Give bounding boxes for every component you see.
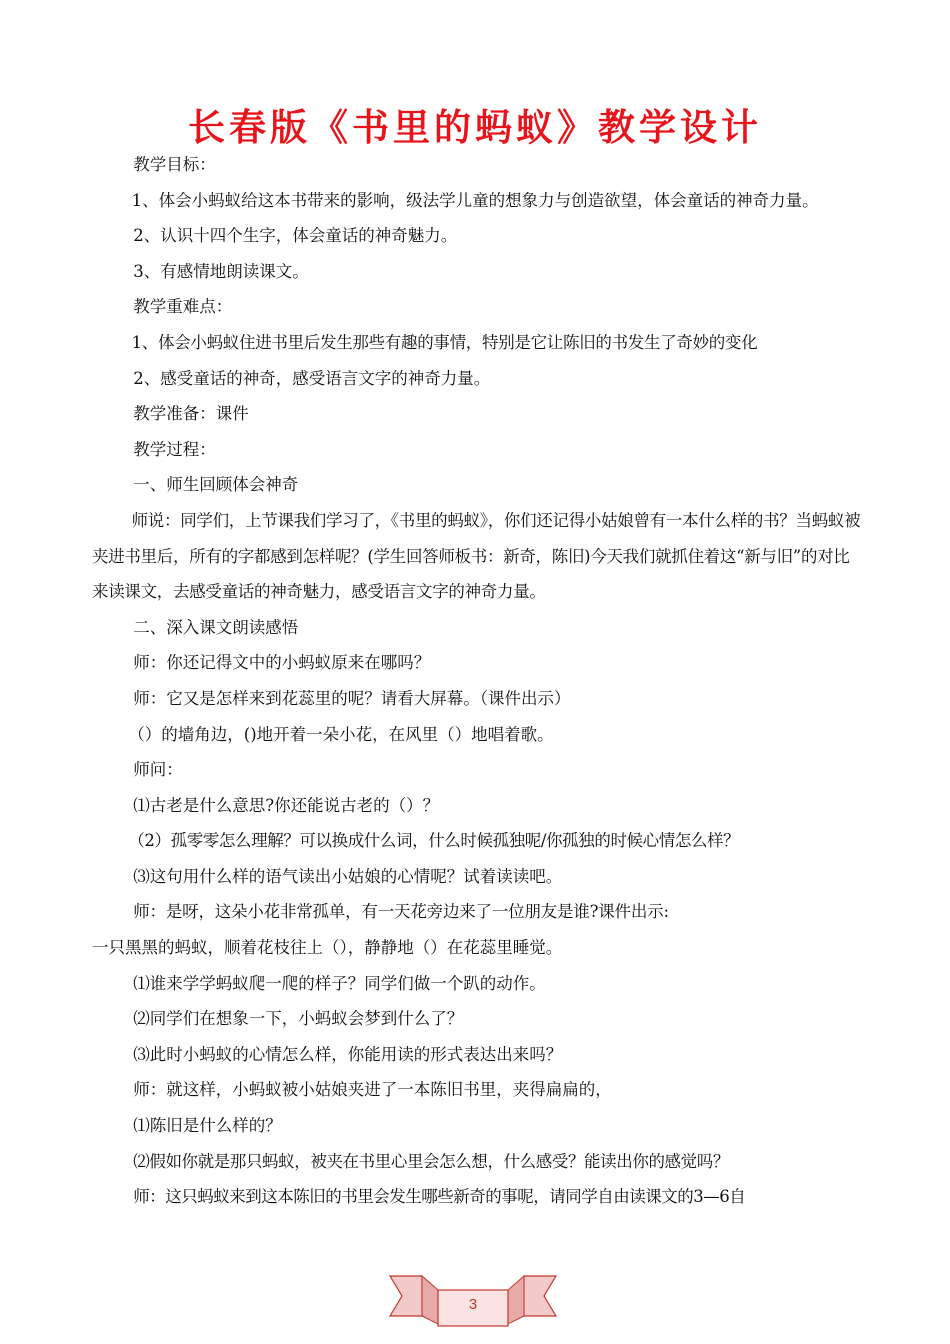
paragraph: 师：它又是怎样来到花蕊里的呢？请看大屏幕。（课件出示） bbox=[133, 688, 571, 708]
paragraph: 师：这只蚂蚁来到这本陈旧的书里会发生哪些新奇的事呢，请同学自由读课文的3—6自 bbox=[133, 1187, 746, 1207]
paragraph: 1、体会小蚂蚁给这本书带来的影响，级法学儿童的想象力与创造欲望，体会童话的神奇力量。 bbox=[131, 190, 819, 210]
paragraph: ⑶这句用什么样的语气读出小姑娘的心情呢？试着读读吧。 bbox=[133, 866, 563, 886]
paragraph: 一、师生回顾体会神奇 bbox=[133, 475, 299, 495]
document-title: 长春版《书里的蚂蚁》教学设计 bbox=[188, 106, 762, 149]
page-number-ribbon bbox=[388, 1270, 558, 1332]
paragraph: 1、体会小蚂蚁住进书里后发生那些有趣的事情，特别是它让陈旧的书发生了奇妙的变化 bbox=[131, 332, 758, 352]
paragraph: 师问： bbox=[133, 760, 183, 780]
paragraph: ⑴古老是什么意思?你还能说古老的（）？ bbox=[133, 795, 440, 815]
paragraph: ⑶此时小蚂蚁的心情怎么样，你能用读的形式表达出来吗？ bbox=[133, 1044, 563, 1064]
paragraph: 教学目标： bbox=[133, 155, 216, 174]
paragraph: 师说：同学们，上节课我们学习了，《书里的蚂蚁》，你们还记得小姑娘曾有一本什么样的书？当蚂蚁被夹进书里后，所有的字都感到怎样呢？(学生回答师板书：新奇，陈旧)今天我们就抓住着这“新与旧”的对比来读课文，去感受童话的神奇魅力，感受语言文字的神奇力量。 bbox=[92, 510, 861, 602]
paragraph: 教学重难点： bbox=[133, 297, 233, 317]
paragraph: （2）孤零零怎么理解？可以换成什么词，什么时候孤独呢/你孤独的时候心情怎么样？ bbox=[128, 831, 740, 851]
paragraph: ⑵同学们在想象一下，小蚂蚁会梦到什么了？ bbox=[133, 1009, 464, 1029]
paragraph: 2、认识十四个生字，体会童话的神奇魅力。 bbox=[133, 226, 458, 246]
paragraph: ⑴陈旧是什么样的？ bbox=[133, 1116, 282, 1136]
paragraph: 2、感受童话的神奇，感受语言文字的神奇力量。 bbox=[133, 368, 491, 388]
paragraph: 二、深入课文朗读感悟 bbox=[133, 617, 299, 637]
paragraph: 师：你还记得文中的小蚂蚁原来在哪吗？ bbox=[133, 653, 431, 673]
paragraph: 师：是呀，这朵小花非常孤单，有一天花旁边来了一位朋友是谁?课件出示: bbox=[133, 902, 669, 922]
paragraph: 教学准备：课件 bbox=[133, 404, 249, 424]
paragraph: （）的墙角边，()地开着一朵小花，在风里（）地唱着歌。 bbox=[128, 724, 554, 744]
document-body bbox=[92, 147, 864, 1215]
paragraph: 教学过程： bbox=[133, 439, 216, 459]
page-number: 3 bbox=[468, 1296, 478, 1313]
paragraph: 一只黑黑的蚂蚁，顺着花枝往上（），静静地（）在花蕊里睡觉。 bbox=[92, 938, 563, 958]
paragraph: 师：就这样，小蚂蚁被小姑娘夹进了一本陈旧书里，夹得扁扁的， bbox=[133, 1080, 612, 1100]
paragraph: 3、有感情地朗读课文。 bbox=[133, 261, 309, 281]
paragraph: ⑴谁来学学蚂蚁爬一爬的样子？同学们做一个趴的动作。 bbox=[133, 973, 546, 993]
paragraph: ⑵假如你就是那只蚂蚁，被夹在书里心里会怎么想，什么感受？能读出你的感觉吗？ bbox=[133, 1151, 729, 1171]
